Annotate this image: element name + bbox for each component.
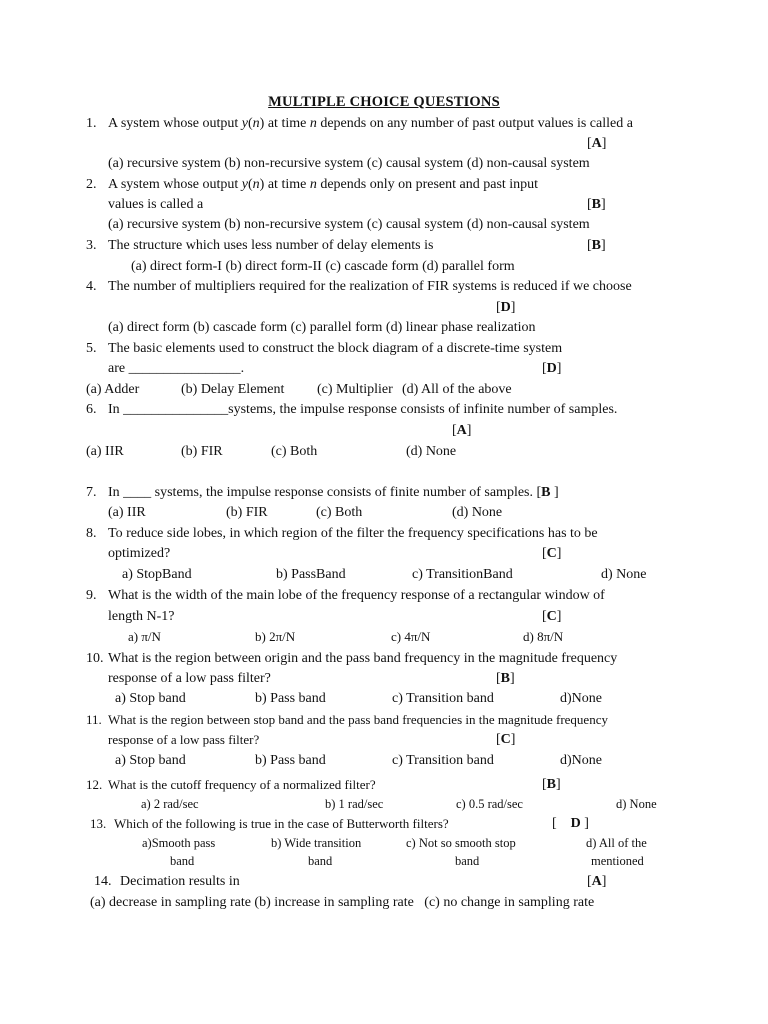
option-c: c) Transition band — [392, 691, 494, 706]
option-a: a) 2 rad/sec — [141, 797, 199, 811]
option-c: (c) Both — [271, 444, 318, 459]
question-number: 9. — [86, 588, 97, 603]
option-d: (d) None — [452, 505, 503, 520]
question-number: 8. — [86, 526, 97, 541]
question-text-line2: optimized? — [108, 546, 171, 561]
answer-letter: C — [546, 546, 557, 561]
answer-letter: C — [500, 732, 511, 747]
question-number: 7. — [86, 485, 97, 500]
options-line: (a) direct form-I (b) direct form-II (c) cascade form (d) parallel form — [131, 259, 515, 274]
bracket: ] — [556, 361, 562, 376]
question-10 — [86, 650, 618, 668]
option-c: c) Transition band — [392, 753, 494, 768]
answer-letter: C — [546, 609, 557, 624]
question-text — [108, 176, 538, 194]
text-part: ) at time — [259, 116, 310, 131]
option-c: c) 4π/N — [391, 629, 431, 644]
option-a: (a) IIR — [86, 444, 124, 459]
question-number: 13. — [90, 816, 107, 831]
question-text — [108, 115, 633, 133]
option-a-cont: band — [170, 854, 195, 868]
bracket: [ — [542, 546, 547, 561]
answer-key — [587, 196, 606, 214]
page-title: MULTIPLE CHOICE QUESTIONS — [268, 94, 500, 110]
question-text-line2: response of a low pass filter? — [108, 671, 271, 686]
question-text: The structure which uses less number of delay elements is — [108, 238, 434, 253]
bracket: ] — [510, 300, 516, 315]
option-b: (b) FIR — [181, 444, 223, 459]
question-text-line2: response of a low pass filter? — [108, 732, 260, 747]
question-number: 14. — [94, 874, 112, 889]
answer-key — [542, 776, 561, 794]
question-text: What is the width of the main lobe of the frequency response of a rectangular window of — [108, 588, 605, 603]
question-number: 12. — [86, 777, 103, 792]
answer-key — [542, 545, 561, 563]
bracket: ] — [601, 136, 607, 151]
question-number: 10. — [86, 651, 104, 666]
question-number: 1. — [86, 116, 97, 131]
text-part: depends on any number of past output values is called a — [316, 116, 633, 131]
text-part: ) at time — [259, 177, 310, 192]
bracket: ] — [510, 671, 515, 686]
option-b: b) 2π/N — [255, 629, 296, 644]
option-d: d) All of the — [586, 836, 647, 850]
question-text: In _______________systems, the impulse response consists of infinite number of samples. — [108, 402, 618, 417]
question-4 — [86, 278, 632, 296]
answer-letter: D — [570, 816, 581, 831]
question-text: Decimation results in — [120, 874, 240, 889]
bracket: [ — [552, 816, 571, 831]
option-d: d) None — [616, 797, 657, 811]
option-b-cont: band — [308, 854, 333, 868]
option-c-cont: band — [455, 854, 480, 868]
answer-letter: B — [591, 238, 602, 253]
option-a: a) π/N — [128, 629, 161, 644]
question-13 — [90, 815, 449, 833]
question-12 — [86, 776, 376, 794]
question-number: 4. — [86, 279, 97, 294]
option-d: (d) None — [406, 444, 457, 459]
text-part: A system whose output — [108, 177, 242, 192]
question-6 — [86, 401, 618, 419]
option-c: c) Not so smooth stop — [406, 836, 516, 850]
option-c: (c) Multiplier — [317, 382, 393, 397]
option-d: (d) All of the above — [402, 382, 512, 397]
question-text: What is the region between stop band and the pass band frequencies in the magnitude frequency — [108, 712, 608, 727]
option-b: b) Pass band — [255, 753, 326, 768]
answer-key — [587, 237, 606, 255]
option-b: (b) FIR — [226, 505, 268, 520]
bracket: ] — [556, 546, 562, 561]
question-7 — [86, 484, 559, 502]
bracket: [ — [587, 874, 592, 889]
bracket: [ — [542, 361, 547, 376]
bracket: ] — [550, 485, 559, 500]
question-text: What is the cutoff frequency of a normalized filter? — [108, 777, 376, 792]
bracket: ] — [556, 777, 561, 792]
question-text — [108, 484, 559, 502]
bracket: [ — [587, 197, 592, 212]
question-number: 11. — [86, 712, 102, 727]
text-part: In ____ systems, the impulse response consists of finite number of samples. [ — [108, 485, 542, 500]
var-y: y — [241, 177, 248, 192]
options-line: (a) recursive system (b) non-recursive system (c) causal system (d) non-causal system — [108, 156, 590, 171]
bracket: ] — [510, 732, 516, 747]
var-n: n — [252, 177, 260, 192]
bracket: [ — [496, 300, 501, 315]
answer-key — [496, 670, 515, 688]
question-text: Which of the following is true in the case of Butterworth filters? — [114, 816, 449, 831]
bracket: ] — [601, 238, 606, 253]
bracket: ] — [466, 423, 472, 438]
option-b: b) PassBand — [276, 567, 346, 582]
bracket: ] — [601, 874, 607, 889]
answer-letter: D — [546, 361, 557, 376]
bracket: [ — [496, 732, 501, 747]
question-8 — [86, 525, 598, 543]
question-5 — [86, 340, 563, 358]
bracket: ] — [556, 609, 562, 624]
var-n: n — [309, 177, 317, 192]
question-text: To reduce side lobes, in which region of the filter the frequency specifications has to be — [108, 526, 598, 541]
bracket: [ — [542, 777, 547, 792]
option-d-cont: mentioned — [591, 854, 644, 868]
question-text: The basic elements used to construct the block diagram of a discrete-time system — [108, 341, 563, 356]
question-number: 2. — [86, 177, 97, 192]
option-d: d)None — [560, 691, 602, 706]
options-line: (a) decrease in sampling rate (b) increase in sampling rate (c) no change in sampling rate — [90, 895, 595, 910]
option-a: (a) Adder — [86, 382, 140, 397]
option-c: c) TransitionBand — [412, 567, 513, 582]
question-text-line2: values is called a — [108, 197, 204, 212]
text-part: ( — [248, 177, 253, 192]
option-a: (a) IIR — [108, 505, 146, 520]
text-part: ( — [248, 116, 253, 131]
bracket: [ — [452, 423, 457, 438]
question-text: What is the region between origin and the pass band frequency in the magnitude frequency — [108, 651, 618, 666]
option-a: a) StopBand — [122, 567, 192, 582]
option-d: d)None — [560, 753, 602, 768]
answer-key — [587, 135, 606, 153]
answer-key — [552, 815, 589, 833]
option-d: d) 8π/N — [523, 629, 564, 644]
answer-key — [496, 299, 515, 317]
question-number: 6. — [86, 402, 97, 417]
question-text: The number of multipliers required for the realization of FIR systems is reduced if we choose — [108, 279, 632, 294]
option-a: a) Stop band — [115, 753, 186, 768]
text-part: A system whose output — [108, 116, 242, 131]
bracket: ] — [601, 197, 606, 212]
option-b: (b) Delay Element — [181, 382, 285, 397]
answer-key — [452, 422, 471, 440]
question-14 — [94, 873, 240, 891]
question-number: 5. — [86, 341, 97, 356]
var-y: y — [241, 116, 248, 131]
bracket: [ — [542, 609, 547, 624]
option-c: (c) Both — [316, 505, 363, 520]
answer-key — [542, 360, 561, 378]
option-c: c) 0.5 rad/sec — [456, 797, 523, 811]
options-line: (a) direct form (b) cascade form (c) parallel form (d) linear phase realization — [108, 320, 536, 335]
option-a: a) Stop band — [115, 691, 186, 706]
answer-key — [542, 608, 561, 626]
question-9 — [86, 587, 605, 605]
answer-letter: A — [456, 423, 467, 438]
answer-letter: B — [546, 777, 557, 792]
var-n: n — [252, 116, 260, 131]
question-text-line2: are ________________. — [108, 361, 245, 376]
answer-letter: B — [500, 671, 511, 686]
question-11 — [86, 711, 608, 729]
answer-letter: A — [591, 136, 602, 151]
answer-key — [587, 873, 606, 891]
question-1 — [86, 115, 633, 133]
bracket: [ — [587, 238, 592, 253]
bracket: [ — [587, 136, 592, 151]
question-number: 3. — [86, 238, 97, 253]
question-3 — [86, 237, 434, 255]
answer-letter: B — [541, 485, 551, 500]
question-2 — [86, 176, 539, 194]
answer-key — [496, 731, 515, 749]
bracket: ] — [580, 816, 589, 831]
option-b: b) 1 rad/sec — [325, 797, 384, 811]
answer-letter: D — [500, 300, 511, 315]
var-n: n — [309, 116, 317, 131]
options-line: (a) recursive system (b) non-recursive system (c) causal system (d) non-causal system — [108, 217, 590, 232]
bracket: [ — [496, 671, 501, 686]
option-a: a)Smooth pass — [142, 836, 216, 850]
answer-letter: A — [591, 874, 602, 889]
option-b: b) Pass band — [255, 691, 326, 706]
option-d: d) None — [601, 567, 647, 582]
option-b: b) Wide transition — [271, 836, 362, 850]
answer-letter: B — [591, 197, 602, 212]
text-part: depends only on present and past input — [316, 177, 539, 192]
question-text-line2: length N-1? — [108, 609, 175, 624]
